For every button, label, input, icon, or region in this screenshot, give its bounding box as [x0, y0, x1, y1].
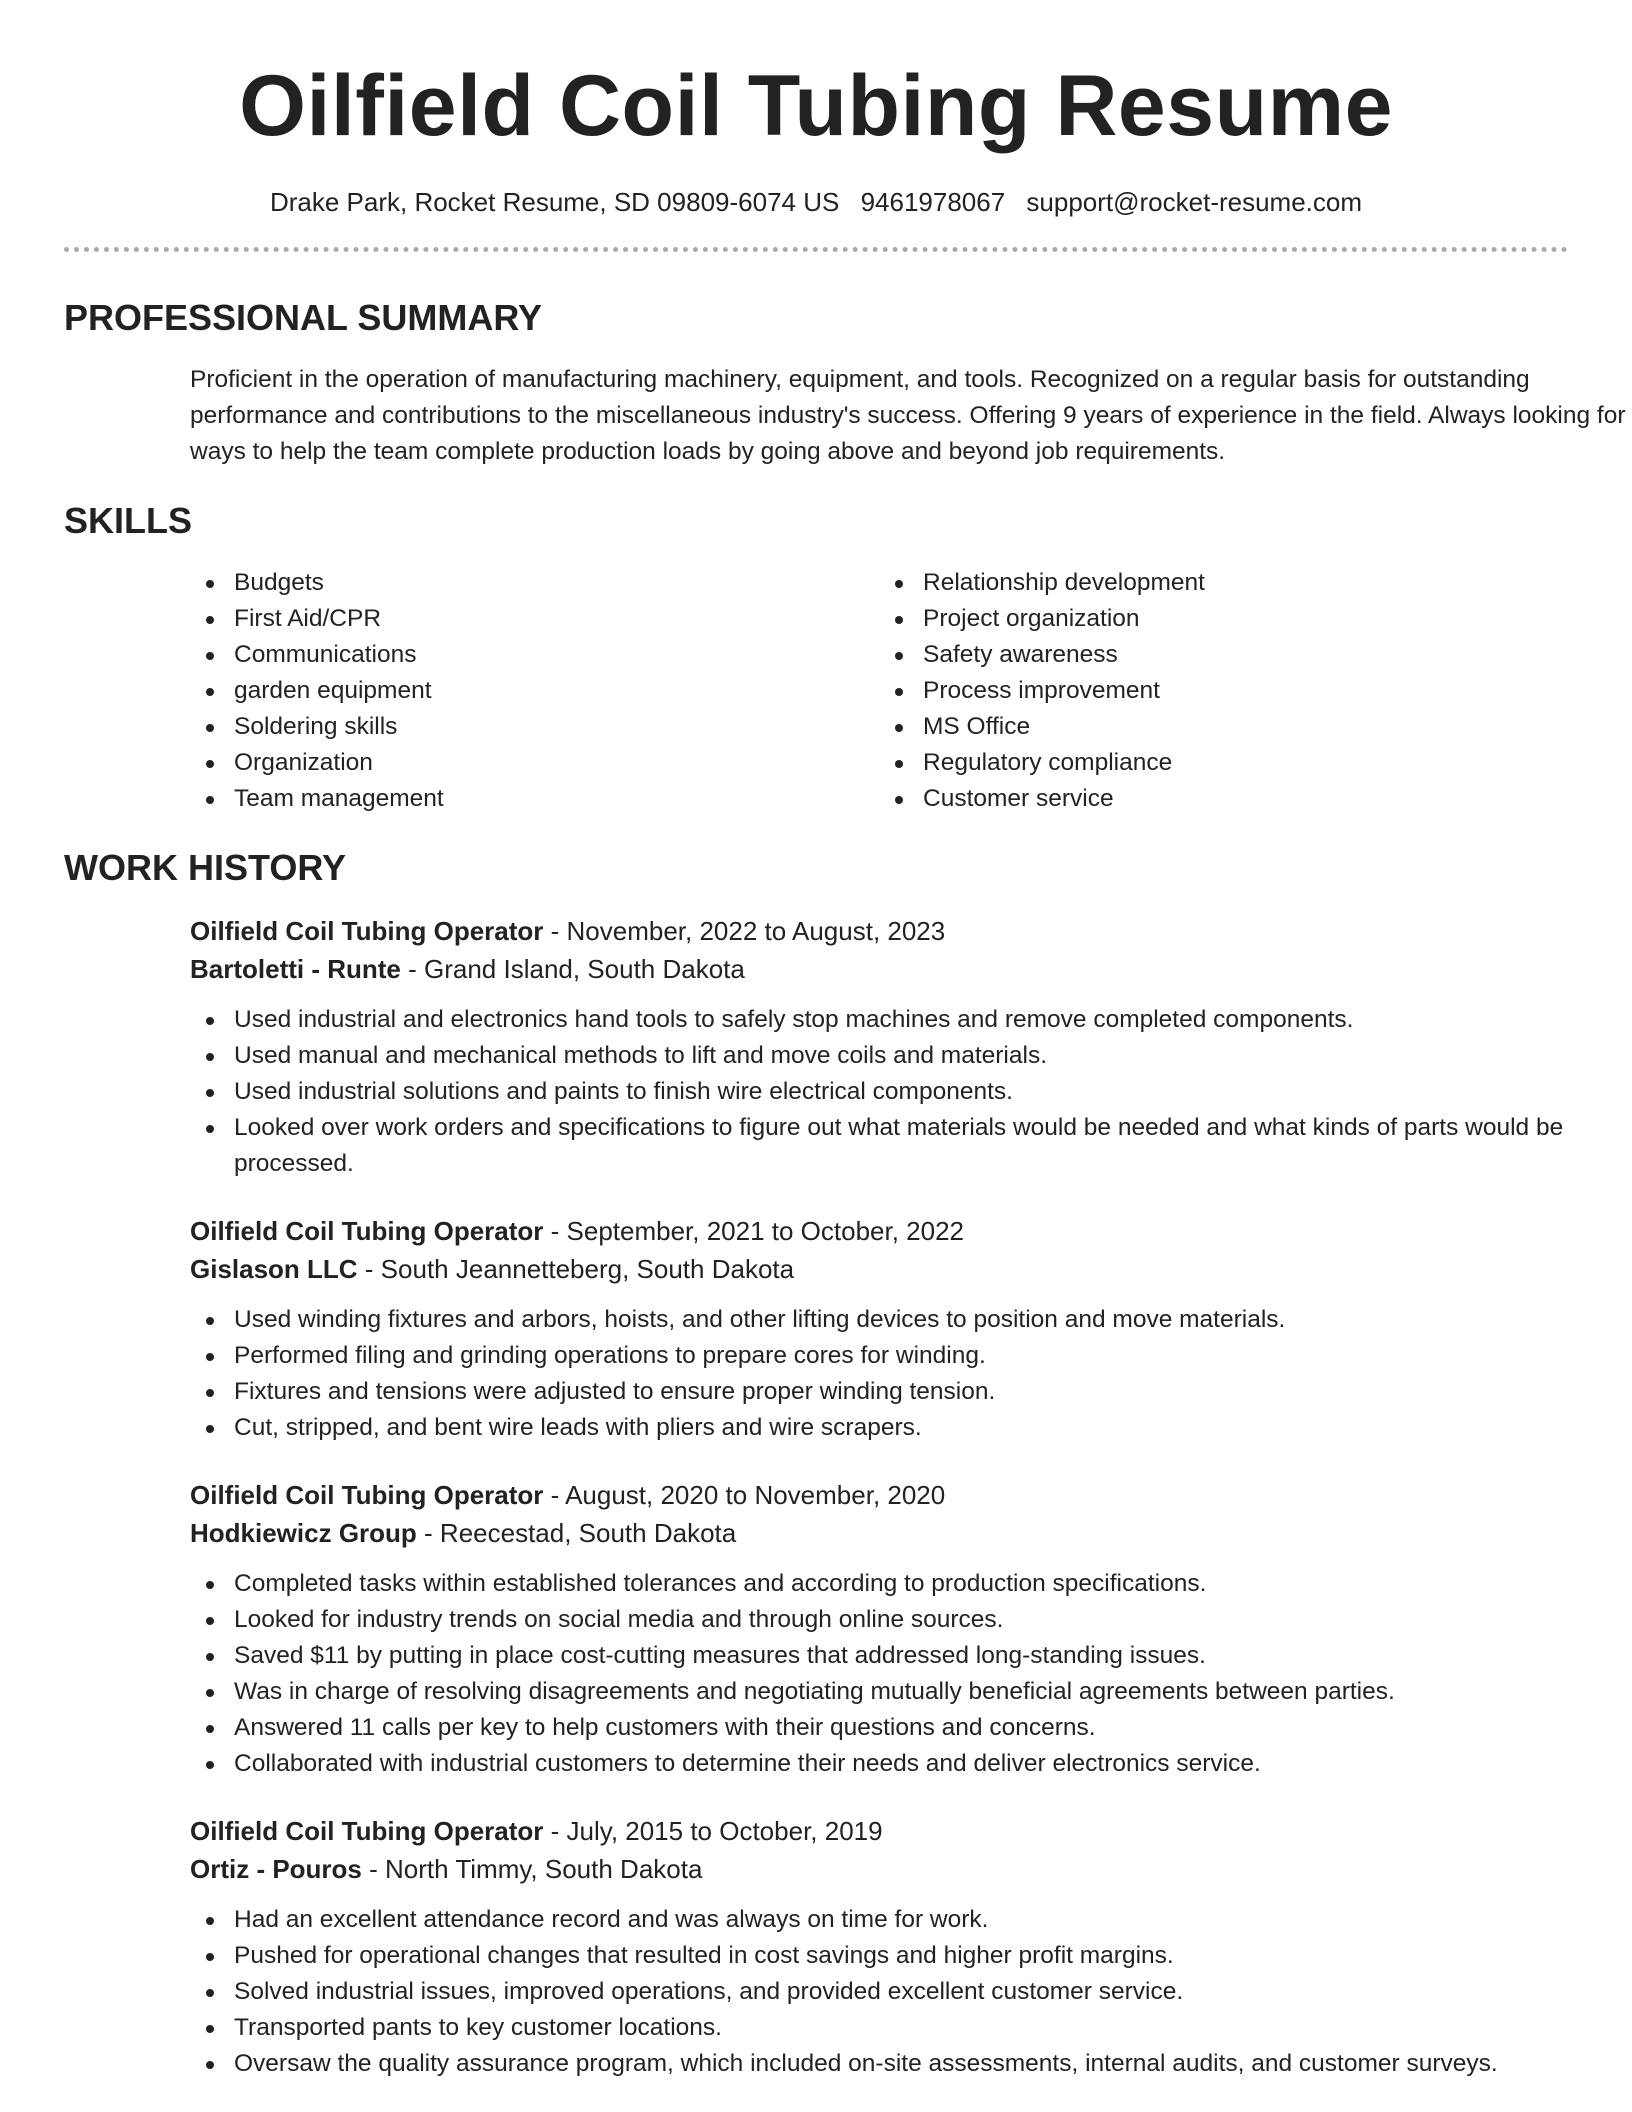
skill-item: Safety awareness	[923, 637, 1568, 673]
skill-item: Soldering skills	[234, 709, 879, 745]
skill-item: Budgets	[234, 565, 879, 601]
job-title-line	[190, 1812, 1568, 1850]
job-bullet: Used industrial solutions and paints to finish wire electrical components.	[234, 1074, 1632, 1110]
job-company: Ortiz - Pouros	[190, 1854, 362, 1884]
job-bullet: Used manual and mechanical methods to lift and move coils and materials.	[234, 1038, 1632, 1074]
job-bullet: Was in charge of resolving disagreements and negotiating mutually beneficial agreements between parties.	[234, 1674, 1632, 1710]
skill-item: Relationship development	[923, 565, 1568, 601]
job-bullets	[190, 1002, 1632, 1182]
job-bullet: Transported pants to key customer locations.	[234, 2010, 1632, 2046]
job-title: Oilfield Coil Tubing Operator	[190, 1480, 544, 1510]
skills-section	[64, 499, 1568, 817]
work-history-section	[64, 846, 1568, 2082]
job-dates: - September, 2021 to October, 2022	[543, 1216, 965, 1246]
job-bullet: Pushed for operational changes that resulted in cost savings and higher profit margins.	[234, 1938, 1632, 1974]
skill-item: Organization	[234, 745, 879, 781]
job-company: Gislason LLC	[190, 1254, 358, 1284]
skills-right-column	[879, 565, 1568, 817]
job-title-line	[190, 1476, 1568, 1514]
job-company: Bartoletti - Runte	[190, 954, 401, 984]
skill-item: Customer service	[923, 781, 1568, 817]
contact-line	[64, 184, 1568, 220]
job-bullet: Saved $11 by putting in place cost-cutting measures that addressed long-standing issues.	[234, 1638, 1632, 1674]
job-company-line	[190, 950, 1568, 988]
job-dates: - August, 2020 to November, 2020	[543, 1480, 946, 1510]
job-bullets	[190, 1302, 1632, 1446]
job-location: - Grand Island, South Dakota	[400, 954, 745, 984]
job-entry	[190, 1812, 1568, 2082]
skill-item: garden equipment	[234, 673, 879, 709]
job-dates: - July, 2015 to October, 2019	[543, 1816, 883, 1846]
resume-title: Oilfield Coil Tubing Resume	[239, 58, 1393, 154]
job-location: - Reecestad, South Dakota	[416, 1518, 737, 1548]
job-bullet: Completed tasks within established tolerances and according to production specifications.	[234, 1566, 1632, 1602]
job-title: Oilfield Coil Tubing Operator	[190, 1216, 544, 1246]
skill-item: Regulatory compliance	[923, 745, 1568, 781]
job-bullet: Looked over work orders and specifications to figure out what materials would be needed and what kinds of parts would be processed.	[234, 1110, 1632, 1182]
job-entry	[190, 1476, 1568, 1782]
section-title-summary: PROFESSIONAL SUMMARY	[64, 297, 543, 338]
resume-header	[64, 0, 1568, 252]
job-location: - North Timmy, South Dakota	[361, 1854, 703, 1884]
job-bullet: Looked for industry trends on social media and through online sources.	[234, 1602, 1632, 1638]
job-bullet: Answered 11 calls per key to help customers with their questions and concerns.	[234, 1710, 1632, 1746]
job-company-line	[190, 1850, 1568, 1888]
job-company-line	[190, 1514, 1568, 1552]
job-bullet: Oversaw the quality assurance program, which included on-site assessments, internal audits, and customer surveys.	[234, 2046, 1632, 2082]
skill-item: Project organization	[923, 601, 1568, 637]
skill-item: Process improvement	[923, 673, 1568, 709]
section-title-work: WORK HISTORY	[64, 847, 347, 888]
job-location: - South Jeannetteberg, South Dakota	[357, 1254, 795, 1284]
contact-email: support@rocket-resume.com	[1026, 187, 1363, 217]
skills-columns	[190, 565, 1568, 817]
job-entry	[190, 1212, 1568, 1446]
job-bullet: Had an excellent attendance record and was always on time for work.	[234, 1902, 1632, 1938]
skill-item: Communications	[234, 637, 879, 673]
job-company: Hodkiewicz Group	[190, 1518, 417, 1548]
summary-text: Proficient in the operation of manufacturing machinery, equipment, and tools. Recognized on a regular basis for outstanding performance and contributions to the miscellaneous industry's success. Offering 9 years of experience in the field. Always looking for ways to help the team complete production loads by going above and beyond job requirements.	[190, 366, 1626, 465]
contact-address: Drake Park, Rocket Resume, SD 09809-6074 US	[269, 187, 840, 217]
job-company-line	[190, 1250, 1568, 1288]
job-title-line	[190, 1212, 1568, 1250]
section-title-skills: SKILLS	[64, 500, 193, 541]
header-divider	[64, 247, 1568, 252]
job-title-line	[190, 912, 1568, 950]
job-bullet: Cut, stripped, and bent wire leads with pliers and wire scrapers.	[234, 1410, 1632, 1446]
job-entry	[190, 912, 1568, 1182]
job-dates: - November, 2022 to August, 2023	[543, 916, 946, 946]
contact-phone: 9461978067	[860, 187, 1006, 217]
job-bullet: Used industrial and electronics hand tools to safely stop machines and remove completed components.	[234, 1002, 1632, 1038]
skills-left-column	[190, 565, 879, 817]
skill-item: Team management	[234, 781, 879, 817]
job-bullets	[190, 1566, 1632, 1782]
job-title: Oilfield Coil Tubing Operator	[190, 916, 544, 946]
skill-item: MS Office	[923, 709, 1568, 745]
job-bullet: Performed filing and grinding operations to prepare cores for winding.	[234, 1338, 1632, 1374]
job-bullet: Collaborated with industrial customers to determine their needs and deliver electronics service.	[234, 1746, 1632, 1782]
job-title: Oilfield Coil Tubing Operator	[190, 1816, 544, 1846]
skill-item: First Aid/CPR	[234, 601, 879, 637]
professional-summary-section	[64, 296, 1626, 470]
job-bullets	[190, 1902, 1632, 2082]
job-bullet: Fixtures and tensions were adjusted to ensure proper winding tension.	[234, 1374, 1632, 1410]
job-bullet: Solved industrial issues, improved operations, and provided excellent customer service.	[234, 1974, 1632, 2010]
job-bullet: Used winding fixtures and arbors, hoists, and other lifting devices to position and move materials.	[234, 1302, 1632, 1338]
